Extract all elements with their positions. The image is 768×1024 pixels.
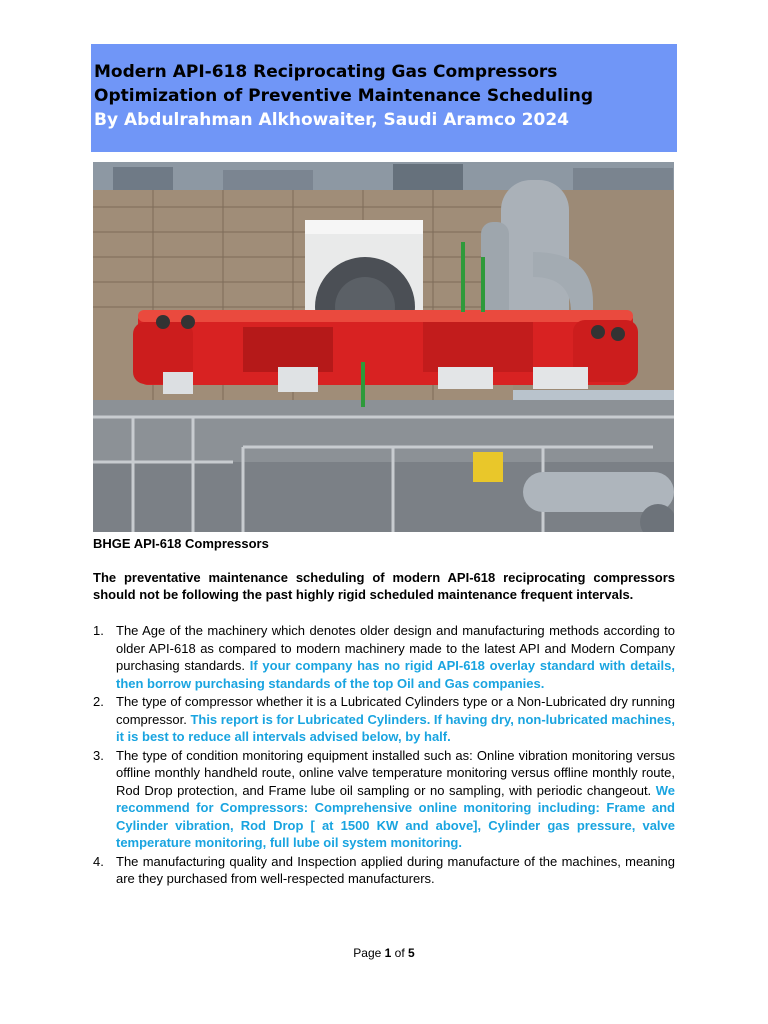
list-highlight: This report is for Lubricated Cylinders. If having dry, non-lubricated machines, it is best to reduce all intervals advised below, by half. [116,711,675,744]
list-item [93,693,675,746]
list-number: 1. [93,623,104,638]
intro-paragraph: The preventative maintenance scheduling of modern API-618 reciprocating compressors should not be following the past highly rigid scheduled maintenance frequent intervals. [93,570,675,602]
title-line-1: Modern API-618 Reciprocating Gas Compressors [94,62,558,82]
list-item [93,622,675,692]
list-number: 4. [93,853,104,869]
factor-list [93,622,675,889]
figure-caption: BHGE API-618 Compressors [93,536,269,551]
page-word: Page [353,946,382,960]
of-word: of [394,946,405,960]
list-text: The type of condition monitoring equipment installed such as: Online vibration monitoring versus offline monthly handheld route, online valve temperature monitoring versus offline monthly route, Rod Drop protection, and Frame lube oil sampling or no sampling, with periodic changeout. [116,747,675,798]
page-footer [0,946,768,960]
list-highlight: If your company has no rigid API-618 overlay standard with details, then borrow purchasing standards of the top Oil and Gas companies. [116,658,675,691]
compressor-photo [93,162,674,532]
title-box [91,44,677,152]
page-current: 1 [384,946,392,960]
list-highlight: We recommend for Compressors: Comprehensive online monitoring including: Frame and Cylinder vibration, Rod Drop [ at 1500 KW and above], Cylinder gas pressure, valve temperature monitoring, full lube oil system monitoring. [116,782,675,850]
author-line: By Abdulrahman Alkhowaiter, Saudi Aramco 2024 [94,110,569,130]
list-item [93,747,675,852]
title-line-2: Optimization of Preventive Maintenance Scheduling [94,86,594,106]
list-text: The manufacturing quality and Inspection applied during manufacture of the machines, meaning are they purchased from well-respected manufacturers. [116,853,675,886]
page-total: 5 [408,946,415,960]
list-text: The Age of the machinery which denotes older design and manufacturing methods according to older API-618 as compared to modern machinery made to the latest API and Modern Company purchasing standards. [116,623,675,673]
list-item [93,853,675,888]
list-text: The type of compressor whether it is a Lubricated Cylinders type or a Non-Lubricated dry running compressor. [116,694,675,727]
list-number: 3. [93,747,104,763]
list-number: 2. [93,694,104,709]
